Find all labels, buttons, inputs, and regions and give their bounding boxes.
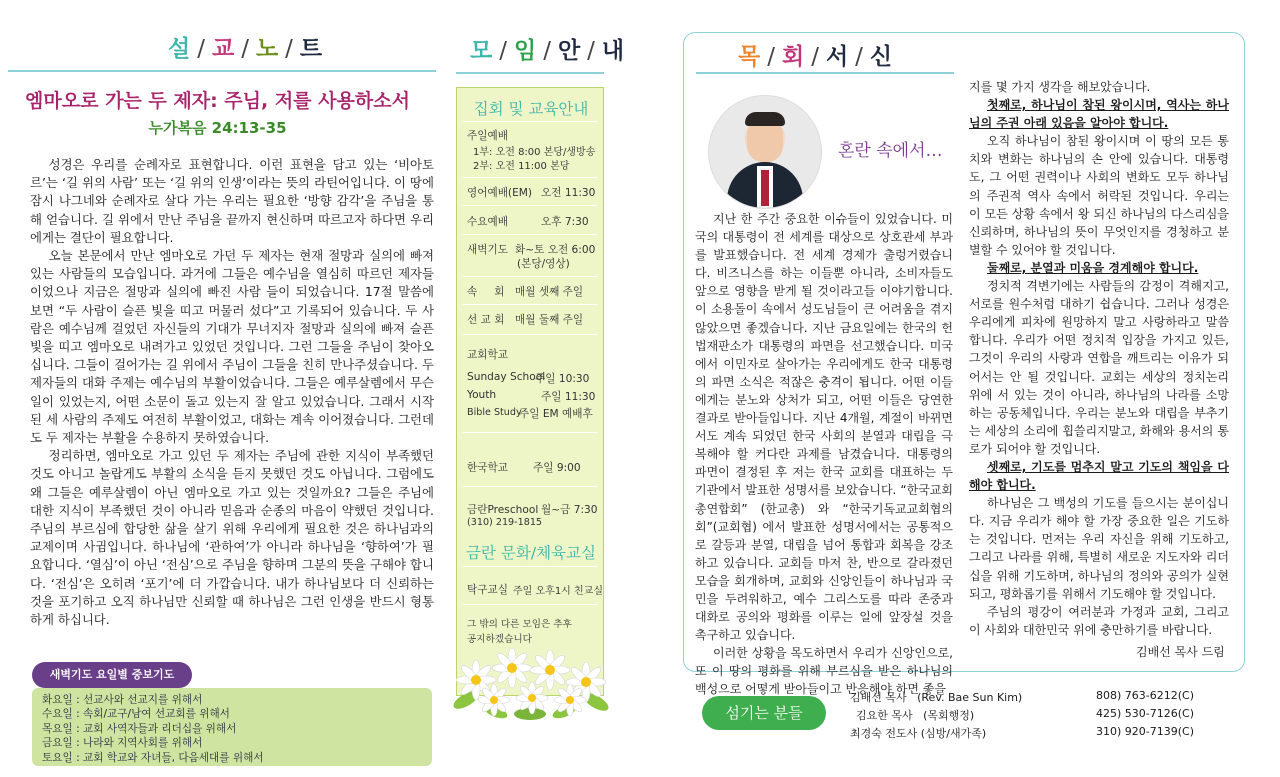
dawn-prayer-label: 새벽기도 xyxy=(467,244,508,256)
divider xyxy=(463,604,597,605)
heading-char: 신 xyxy=(869,44,894,70)
prayer-schedule-box xyxy=(32,688,432,766)
point-heading: 셋째로, 기도를 멈추지 말고 기도의 책임을 다해야 합니다. xyxy=(969,459,1229,493)
letter-paragraph: 지를 몇 가지 생각을 해보았습니다. xyxy=(969,80,1151,94)
school-row-name: Youth xyxy=(467,389,497,401)
sunday-service-2: 2부: 오전 11:00 본당 xyxy=(473,161,570,172)
divider xyxy=(463,276,597,277)
sermon-paragraph: 성경은 우리를 순례자로 표현합니다. 이런 표현을 담고 있는 ‘비아토르’는 ‘길 위의 사람’ 또는 ‘길 위의 인생’이라는 뜻의 라틴어입니다. 이 땅에 잠시 나그네와 순례자로 살다 가는 우리는 필요한 ‘방향 감각’을 주님을 통해 얻습니다. 길 위에서 만난 주님을 끝까지 현신하며 따르고자 하다면 우리에게는 결단이 필요합니다. xyxy=(30,157,434,245)
heading-char: 안 xyxy=(557,38,582,64)
english-service-time: 오전 11:30 xyxy=(541,187,596,199)
cell-group-time: 매월 셋째 주일 xyxy=(515,286,584,298)
letter-paragraph: 오직 하나님이 참된 왕이시며 이 땅의 모든 통치와 변화는 하나님의 손 안에 있습니다. 대통령도, 그 어떤 권력이나 사회의 변화도 모두 하나님의 주권적 역사 속에서 허락된 것입니다. 우리는 이 모든 상황 속에서 왕 되신 하나님의 다스리심을 신뢰하며, 하나님의 뜻이 무엇인지를 경청하고 분별할 수 있어야 할 것입니다. xyxy=(969,134,1229,257)
divider xyxy=(463,566,597,567)
heading-char: 트 xyxy=(299,36,324,62)
letter-right-column xyxy=(969,78,1229,639)
meeting-guide-box xyxy=(456,87,604,696)
staff-button[interactable]: 섬기는 분들 xyxy=(702,696,826,730)
heading-char: 임 xyxy=(513,38,538,64)
culture-class-title: 금란 문화/체육교실 xyxy=(466,544,596,562)
pastor-letter-heading: 목 / 회 / 서 / 신 xyxy=(738,38,893,71)
letter-paragraph: 지난 한 주간 중요한 이슈들이 있었습니다. 미국의 대통령이 전 세계를 대상으로 상호관세 부과를 발표했습니다. 전 세계 경제가 출렁거렸습니다. 비즈니스를 하는 이들뿐 아니라, 소비자들도 앞으로 영향을 받게 될 것이라고들 이야기합니다. 이 소용돌이 속에서 성도님들이 큰 어려움을 겪지 않았으면 좋겠습니다. 지난 금요일에는 한국의 헌법재판소가 대통령의 파면을 선고했습니다. 미국에서 이민자로 살아가는 우리에게도 한국 대통령의 파면 소식은 적잖은 충격이 됩니다. 어떤 이들에게는 분노와 상처가 되고, 어떤 이들은 당연한 결과로 받아들입니다. 지난 4개월, 계절이 바뀌면서도 계속 되었던 한국 사회의 분열과 대립을 극복해야 할 커다란 과제를 남겼습니다. 대통령의 파면이 결정된 후 저는 한국 교회를 대표하는 두 기관에서 발표한 성명서를 보았습니다. “한국교회총연합회” (한교총) 와 “한국기독교교회협의회”(교회협) 에서 발표한 성명서에서는 공통적으로 갈등과 분열, 대립을 넘어 통합과 회복을 강조하고 있습니다. 교회들 마저 찬, 반으로 갈라졌던 모습을 회개하며, 교회와 신앙인들이 하나님과 국민을 두려워하고, 예수 그리스도를 따라 존중과 대화로 공의와 평화를 이루는 일에 앞장설 것을 촉구하고 있습니다. xyxy=(695,212,953,643)
church-school-label: 교회학교 xyxy=(467,349,508,361)
letter-signature: 김배선 목사 드림 xyxy=(1136,645,1225,659)
letter-paragraph: 이러한 상황을 목도하면서 우리가 신앙인으로, 또 이 땅의 평화를 위해 부르심을 받은 하나님의 백성으로 어떻게 받아들이고 반응해야 하면 좋을 xyxy=(695,646,953,697)
mission-group-label: 선 교 회 xyxy=(467,314,505,326)
divider xyxy=(463,432,597,433)
meeting-heading-rule xyxy=(456,72,604,74)
korean-school-label: 한국학교 xyxy=(467,462,508,474)
preschool-time: 월~금 7:30 xyxy=(541,504,598,516)
dawn-prayer-place: (본당/영상) xyxy=(517,258,570,270)
heading-char: 회 xyxy=(781,44,806,70)
divider xyxy=(463,486,597,487)
prayer-line: 토요일 : 교회 학교와 자녀들, 다음세대를 위해서 xyxy=(42,751,264,764)
sermon-paragraph: 오늘 본문에서 만난 엠마오로 가던 두 제자는 현재 절망과 실의에 빠져 있는 사람들의 모습입니다. 과거에 그들은 예수님을 열심히 따르던 제자들이었으나 지금은 절망과 실의에 빠진 사람 들이 되었습니다. 17절 말씀에 보면 “두 사람이 슬픈 빛을 띠고 머물러 섰다”고 기록되어 있습니다. 두 사람은 예수님께 걸었던 자신들의 기대가 무너지자 절망과 실의에 빠져 슬픈 빛을 띠고 엠마오로 내려가고 있었던 것입니다. 그런 그들을 주님이 찾아오십니다. 그들이 걸어가는 길 위에서 주님이 그들을 친히 만나주셨습니다. 두 제자들의 대화 주제는 예수님의 부활이었습니다. 그들은 예루살렘에서 무슨 일이 있었는지, 어떤 소문이 돌고 있는지 잘 알고 있었습니다. 그래서 시작된 세 사람의 주제도 여전히 부활이었고, 대화는 계속 이어졌습니다. 그런데도 두 제자는 부활을 수용하지 못하였습니다. xyxy=(30,248,434,446)
heading-char: 목 xyxy=(738,44,762,70)
photo-hair xyxy=(745,112,785,126)
other-meetings-note: 그 밖의 다른 모임은 추후 xyxy=(467,619,572,630)
school-row-time: 주일 EM 예배후 xyxy=(519,408,593,420)
pastor-photo xyxy=(708,95,822,209)
letter-heading-rule xyxy=(696,72,954,74)
staff-phone: 808) 763-6212(C) xyxy=(1096,689,1195,702)
sermon-heading-rule xyxy=(8,70,436,72)
letter-subtitle: 혼란 속에서… xyxy=(838,141,943,161)
heading-char: 서 xyxy=(825,44,850,70)
meetings-title: 집회 및 교육안내 xyxy=(473,100,589,118)
mission-group-time: 매월 둘째 주일 xyxy=(515,314,584,326)
staff-phone: 425) 530-7126(C) xyxy=(1096,707,1195,720)
wednesday-service-label: 수요예배 xyxy=(467,216,508,228)
heading-char: 내 xyxy=(601,38,626,64)
dawn-prayer-tag: 새벽기도 요일별 중보기도 xyxy=(32,662,192,688)
letter-paragraph: 정치적 격변기에는 사람들의 감정이 격해지고, 서로를 원수처럼 대하기 쉽습니다. 그러나 성경은 우리에게 피차에 원망하지 말고 사랑하라고 말씀합니다. 우리가 어떤 정치적 입장을 가지고 있든, 그것이 우리의 사랑과 연합을 깨트리는 이유가 되어서는 안 될 것입니다. 교회는 세상의 정치논리 위에 서 있는 것이 아니라, 하나님의 나라를 소망하는 공동체입니다. 우리는 분노와 대립을 부추기는 세상의 소리에 휩쓸리지말고, 화해와 용서의 통로가 되어야 할 것입니다. xyxy=(969,279,1229,456)
sunday-service-1: 1부: 오전 8:00 본당/생방송 xyxy=(473,147,596,158)
sermon-title: 엠마오로 가는 두 제자: 주님, 저를 사용하소서 xyxy=(25,90,410,112)
divider xyxy=(463,334,597,335)
sermon-body xyxy=(30,156,434,629)
divider xyxy=(463,177,597,178)
staff-name: 최경숙 전도사 (심방/새가족) xyxy=(850,727,987,740)
staff-name: 김배선 목사 (Rev. Bae Sun Kim) xyxy=(850,691,1023,704)
point-heading: 둘째로, 분열과 미움을 경계해야 합니다. xyxy=(987,260,1199,275)
point-heading: 첫째로, 하나님이 참된 왕이시며, 역사는 하나님의 주권 아래 있음을 알아야 합니다. xyxy=(969,98,1229,131)
prayer-line: 목요일 : 교회 사역자들과 리더십을 위해서 xyxy=(42,722,237,735)
heading-char: 모 xyxy=(470,38,494,64)
letter-paragraph: 하나님은 그 백성의 기도를 들으시는 분이십니다. 지금 우리가 해야 할 가장 중요한 일은 기도하는 것입니다. 먼저는 우리 자신을 위해 기도하고, 그리고 나라를 위해, 특별히 새로운 지도자와 리더십을 위해 기도하며, 하나님의 정의와 공의가 실현되고, 평화롭기를 위해서 기도해야 할 것입니다. xyxy=(969,496,1229,601)
school-row-time: 주일 10:30 xyxy=(535,373,590,385)
dawn-prayer-time: 화~토 오전 6:00 xyxy=(515,244,596,256)
wednesday-service-time: 오후 7:30 xyxy=(541,216,589,228)
divider xyxy=(463,234,597,235)
other-meetings-note: 공지하겠습니다 xyxy=(467,634,532,645)
letter-paragraph: 주님의 평강이 여러분과 가정과 교회, 그리고 이 사회와 대한민국 위에 충만하기를 바랍니다. xyxy=(969,604,1229,637)
pingpong-time: 주일 오후1시 친교실 xyxy=(513,586,603,597)
prayer-line: 금요일 : 나라와 지역사회를 위해서 xyxy=(42,737,203,750)
heading-char: 교 xyxy=(211,36,236,62)
pingpong-label: 탁구교실 xyxy=(467,584,508,596)
divider xyxy=(463,304,597,305)
school-row-name: Bible Study xyxy=(467,407,522,418)
divider xyxy=(463,205,597,206)
preschool-label: 금란Preschool xyxy=(467,504,539,516)
school-row-time: 주일 11:30 xyxy=(541,391,596,403)
letter-left-column xyxy=(695,210,953,699)
meeting-guide-heading: 모 / 임 / 안 / 내 xyxy=(470,32,625,65)
preschool-phone: (310) 219-1815 xyxy=(467,517,543,528)
korean-school-time: 주일 9:00 xyxy=(533,462,581,474)
heading-char: 설 xyxy=(168,36,192,62)
english-service-label: 영어예배(EM) xyxy=(467,187,533,199)
school-row-name: Sunday School xyxy=(467,371,546,383)
sermon-paragraph: 정리하면, 엠마오로 가고 있던 두 제자는 주님에 관한 지식이 부족했던 것도 아니고 놀랍게도 부활의 소식을 듣지 못했던 것도 아닙니다. 그럼에도 왜 그들은 예루살렘이 아닌 엠마오로 가고 있는 것일까요? 그들은 주님에 대한 지식이 부족했던 것이 아니라 믿음과 순종의 마음이 약했던 것입니다. 주님의 부르심에 합당한 삶을 살기 위해 우리에게 필요한 것은 하나님과의 교제이며 사귐입니다. 하나님에 ‘관하여’가 아니라 하나님을 ‘향하여’가 필요합니다. ‘열심’이 아닌 ‘전심’으로 주님을 향하며 그분의 뜻을 구해야 합니다. ‘전심’은 오히려 ‘포기’에 더 가깝습니다. 내가 하나님보다 더 신뢰하는 것을 포기하고 오직 하나님만 신뢰할 때 하나님은 그런 인생을 반드시 형통하게 하십니다. xyxy=(30,448,434,628)
sunday-service-label: 주일예배 xyxy=(467,130,508,142)
heading-char: 노 xyxy=(255,36,280,62)
photo-tie xyxy=(761,170,769,206)
prayer-line: 화요일 : 선교사와 선교지를 위해서 xyxy=(42,694,203,706)
daisy-flowers-decoration xyxy=(446,640,614,726)
staff-name: 김요한 목사 (목회행정) xyxy=(856,709,975,722)
divider xyxy=(463,121,597,122)
sermon-note-heading: 설 / 교 / 노 / 트 xyxy=(168,30,323,63)
sermon-reference: 누가복음 24:13-35 xyxy=(148,119,287,137)
prayer-line: 수요일 : 속회/교구/남여 선교회를 위해서 xyxy=(42,708,230,721)
staff-phone: 310) 920-7139(C) xyxy=(1096,725,1195,738)
cell-group-label: 속 회 xyxy=(467,286,505,298)
